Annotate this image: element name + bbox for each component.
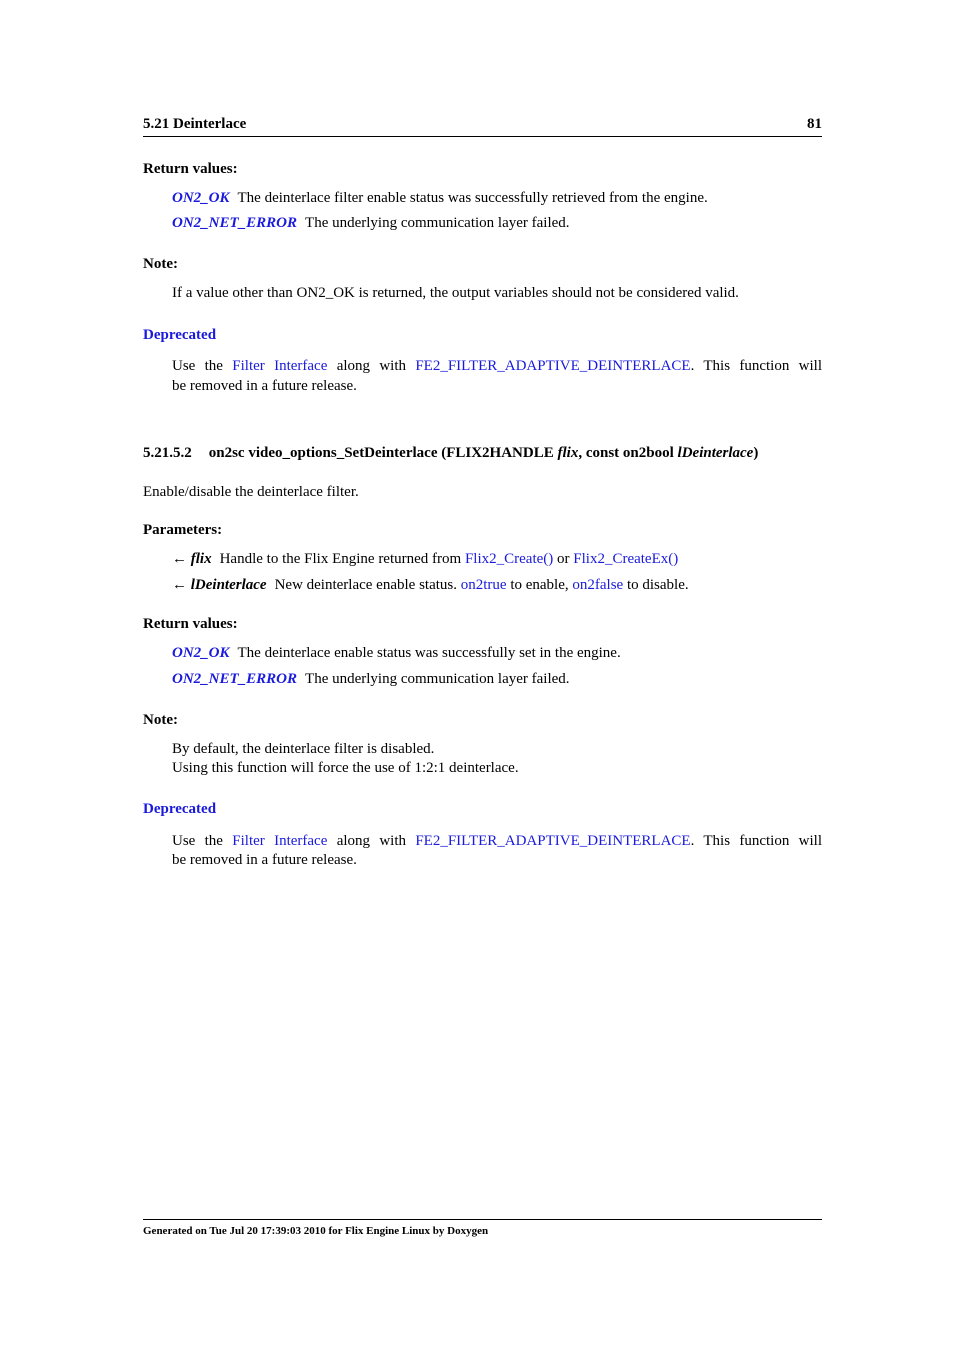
- arg-ldeinterlace: lDeinterlace: [677, 445, 754, 461]
- param-text: to enable,: [510, 577, 569, 593]
- parameters-title: Parameters:: [143, 522, 223, 538]
- section-number: 5.21.5.2: [143, 445, 192, 461]
- filter-interface-link[interactable]: Filter Interface: [232, 358, 328, 374]
- arg-flix: flix: [557, 445, 579, 461]
- return-values-title: Return values:: [143, 161, 238, 177]
- return-desc: The deinterlace enable status was successfully set in the engine.: [237, 645, 621, 661]
- footer-rule: [143, 1219, 822, 1220]
- dep-text: along with: [336, 358, 406, 374]
- header-section: 5.21 Deinterlace: [143, 116, 247, 132]
- deprecated-link[interactable]: Deprecated: [143, 801, 217, 817]
- param-desc: New deinterlace enable status.: [274, 577, 457, 593]
- note-title: Note:: [143, 256, 178, 272]
- return-value-row: [172, 213, 570, 233]
- note-title: Note:: [143, 712, 178, 728]
- param-name: lDeinterlace: [190, 577, 267, 593]
- dep-text: Use the: [172, 358, 223, 374]
- fe2-filter-adaptive-deinterlace-link[interactable]: FE2_FILTER_ADAPTIVE_DEINTERLACE: [415, 358, 691, 374]
- return-value-row: [172, 188, 708, 208]
- running-header: [143, 112, 822, 137]
- flix2-create-link[interactable]: Flix2_Create(): [464, 551, 554, 567]
- function-heading: [143, 443, 758, 463]
- on2-net-error-link[interactable]: ON2_NET_ERROR: [172, 671, 298, 687]
- dep-text: . This function will: [690, 358, 822, 374]
- in-arrow-icon: ←: [172, 551, 187, 567]
- deprecated-line-1: [172, 831, 822, 851]
- note-text: If a value other than ON2_OK is returned, the output variables should not be considered valid.: [172, 285, 739, 301]
- on2-ok-link[interactable]: ON2_OK: [172, 645, 230, 661]
- function-brief: Enable/disable the deinterlace filter.: [143, 484, 359, 500]
- footer-text: Generated on Tue Jul 20 17:39:03 2010 for Flix Engine Linux by Doxygen: [143, 1225, 489, 1237]
- return-value-row: [172, 669, 570, 689]
- return-value-row: [172, 643, 621, 663]
- on2false-link[interactable]: on2false: [572, 577, 624, 593]
- flix2-createex-link[interactable]: Flix2_CreateEx(): [573, 551, 679, 567]
- param-text: or: [557, 551, 570, 567]
- signature-mid: , const on2bool: [578, 445, 674, 461]
- page-number: 81: [807, 116, 822, 132]
- return-desc: The underlying communication layer failed.: [305, 671, 570, 687]
- deprecated-line-2: be removed in a future release.: [172, 852, 357, 868]
- return-desc: The underlying communication layer failed.: [305, 215, 570, 231]
- fe2-filter-adaptive-deinterlace-link[interactable]: FE2_FILTER_ADAPTIVE_DEINTERLACE: [415, 833, 691, 849]
- in-arrow-icon: ←: [172, 577, 187, 593]
- dep-text: . This function will: [690, 833, 822, 849]
- dep-text: Use the: [172, 833, 223, 849]
- on2-ok-link[interactable]: ON2_OK: [172, 190, 230, 206]
- return-values-title: Return values:: [143, 616, 238, 632]
- on2true-link[interactable]: on2true: [460, 577, 507, 593]
- param-text: to disable.: [626, 577, 689, 593]
- deprecated-line-1: [172, 356, 822, 376]
- signature-pre: on2sc video_options_SetDeinterlace (FLIX2HANDLE: [208, 445, 554, 461]
- filter-interface-link[interactable]: Filter Interface: [232, 833, 328, 849]
- note-line: By default, the deinterlace filter is disabled.: [172, 741, 435, 757]
- return-desc: The deinterlace filter enable status was successfully retrieved from the engine.: [237, 190, 708, 206]
- on2-net-error-link[interactable]: ON2_NET_ERROR: [172, 215, 298, 231]
- param-row: [172, 575, 689, 595]
- deprecated-line-2: be removed in a future release.: [172, 378, 357, 394]
- dep-text: along with: [336, 833, 406, 849]
- deprecated-link[interactable]: Deprecated: [143, 327, 217, 343]
- param-row: [172, 549, 678, 569]
- signature-post: ): [753, 445, 759, 461]
- note-line: Using this function will force the use of 1:2:1 deinterlace.: [172, 760, 519, 776]
- param-name: flix: [190, 551, 212, 567]
- param-desc: Handle to the Flix Engine returned from: [219, 551, 462, 567]
